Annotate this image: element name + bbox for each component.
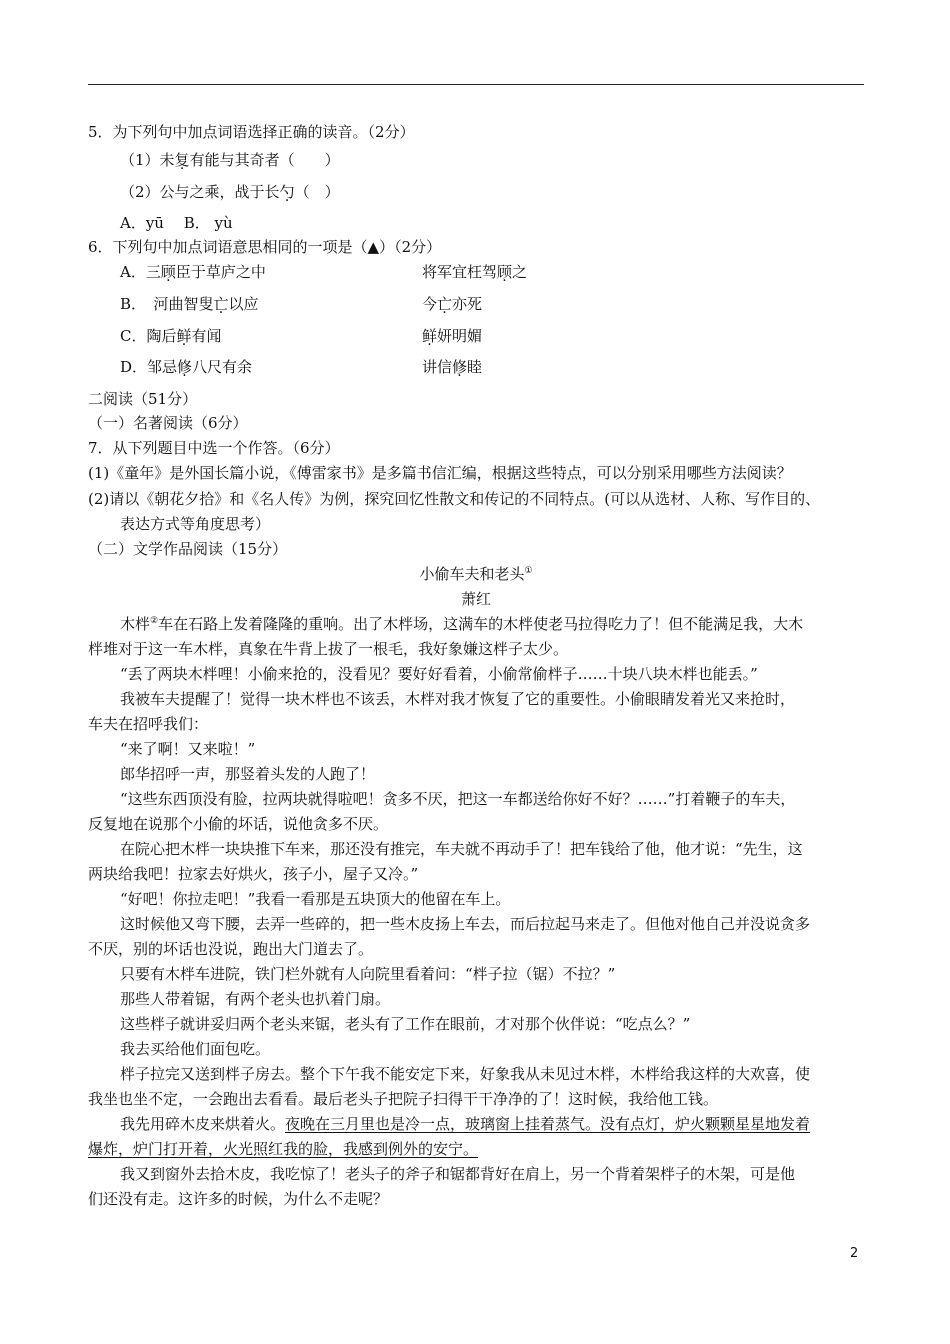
- article-title: [88, 564, 864, 584]
- header-rule: [88, 84, 864, 85]
- article-p3-line-2: 车夫在招呼我们：: [88, 715, 209, 733]
- q6-b-l-dot: 亡: [213, 295, 229, 313]
- article-p15-line-1: [120, 1114, 810, 1134]
- q6-option-a-left: [120, 262, 266, 282]
- q6-option-b-left: [120, 294, 259, 314]
- q6-b-r-pre: 今: [422, 295, 438, 313]
- part-1-heading: （一）名著阅读（6分）: [88, 414, 248, 432]
- article-p5: 郎华招呼一声，那竖着头发的人跑了！: [120, 765, 376, 783]
- article-p1-footnote: ②: [150, 616, 159, 626]
- article-p1-rest: 车在石路上发着隆隆的重响。出了木柈场，这满车的木柈使老马拉得吃力了！但不能满足我，大木: [158, 615, 804, 633]
- section-2-heading: 二阅读（51分）: [88, 390, 198, 408]
- article-p15-start: 我先用碎木皮来烘着火。: [120, 1115, 286, 1133]
- q7-title: 7．从下列题目中选一个作答。（6分）: [88, 439, 340, 457]
- article-p1-line-1: [120, 614, 803, 634]
- article-p13: 我去买给他们面包吃。: [120, 1040, 271, 1058]
- q5-item-2-post: （ ）: [294, 183, 340, 201]
- article-p16-line-2: 们还没有走。这许多的时候，为什么不走呢？: [88, 1190, 389, 1208]
- article-p10: 只要有木柈车进院，铁门栏外就有人向院里看着问：“柈子拉（锯）不拉？”: [120, 965, 616, 983]
- article-p15-underlined-2: 爆炸，炉门打开着，火光照红我的脸，我感到例外的安宁。: [88, 1140, 479, 1158]
- q5-item-1-pre: （1）未: [120, 151, 175, 169]
- page-number: 2: [850, 1246, 859, 1261]
- q6-title: 6．下列句中加点词语意思相同的一项是（▲）（2分）: [88, 238, 442, 256]
- q6-b-l-post: 以应: [228, 295, 259, 313]
- part-2-heading: （二）文学作品阅读（15分）: [88, 540, 288, 558]
- q6-c-l-post: 有闻: [191, 327, 222, 345]
- q6-c-r-dot: 鲜: [422, 327, 438, 345]
- article-p6-line-2: 反复地在说那个小偷的坏话，说他贪多不厌。: [88, 815, 389, 833]
- article-p6-line-1: “这些东西顶没有脸，拉两块就得啦吧！贪多不厌，把这一车都送给你好不好？……”打着鞭子的车夫，: [120, 790, 796, 808]
- article-title-text: 小偷车夫和老头: [419, 565, 525, 583]
- q6-a-r-pre: 将军宜枉驾: [422, 263, 498, 281]
- q6-a-l-dot: 顾: [160, 263, 176, 281]
- q5-item-2: [120, 182, 340, 202]
- q6-option-a-right: [422, 262, 527, 282]
- q6-option-d-right: [422, 357, 482, 377]
- q6-a-l-post: 臣于草庐之中: [175, 263, 266, 281]
- article-p1-line-2: 柈堆对于这一车木柈，真象在牛背上拔了一根毛，我好象嫌这柈子太少。: [88, 640, 569, 658]
- article-p16-line-1: 我又到窗外去拾木皮，我吃惊了！老头子的斧子和锯都背好在肩上，另一个背着架柈子的木架，可是他: [120, 1165, 796, 1183]
- q6-a-r-dot: 顾: [497, 263, 513, 281]
- q6-d-l-pre: D．邹忌: [120, 358, 178, 376]
- article-p7-line-2: 两块给我吧！拉家去好烘火，孩子小，屋子又冷。”: [88, 865, 419, 883]
- q7-option-2-line-2: 表达方式等角度思考）: [120, 515, 271, 533]
- article-title-footnote: ①: [524, 566, 533, 576]
- q6-d-r-post: 睦: [467, 358, 483, 376]
- q6-b-l-pre: B． 河曲智叟: [120, 295, 214, 313]
- article-p14-line-1: 柈子拉完又送到柈子房去。整个下午我不能安定下来，好象我从未见过木柈，木柈给我这样的大欢喜，使: [120, 1065, 811, 1083]
- q5-item-2-pre: （2）公与之乘，战于长: [120, 183, 280, 201]
- article-p8: “好吧！你拉走吧！”我看一看那是五块顶大的他留在车上。: [120, 890, 511, 908]
- q6-option-c-left: [120, 326, 222, 346]
- q5-title: 5．为下列句中加点词语选择正确的读音。（2分）: [88, 123, 415, 141]
- q6-d-l-dot: 修: [177, 358, 193, 376]
- article-p15-underlined-1: 夜晚在三月里也是冷一点，玻璃窗上挂着蒸气。没有点灯，炉火颗颗星星地发着: [285, 1115, 811, 1133]
- q7-option-2-line-1: (2)请以《朝花夕拾》和《名人传》为例，探究回忆性散文和传记的不同特点。(可以从选材、人称、写作目的、: [88, 490, 821, 508]
- q6-c-r-post: 妍明媚: [437, 327, 483, 345]
- q6-b-r-post: 亦死: [452, 295, 483, 313]
- article-p1-start: 木柈: [120, 615, 151, 633]
- article-p2: “丢了两块木柈哩！小偷来抢的，没看见？要好好看着，小偷常偷柈子……十块八块木柈也能丢。”: [120, 665, 758, 683]
- article-p14-line-2: 我坐也坐不定，一会跑出去看看。最后老头子把院子扫得干干净净的了！这时候，我给他工钱。: [88, 1090, 719, 1108]
- article-p15-line-2: [88, 1139, 478, 1159]
- q5-options: A．yū B． yù: [120, 214, 233, 232]
- article-author: 萧红: [460, 590, 491, 608]
- q6-option-b-right: [422, 294, 482, 314]
- q6-d-r-dot: 修: [452, 358, 468, 376]
- q7-option-1: (1)《童年》是外国长篇小说，《傅雷家书》是多篇书信汇编，根据这些特点，可以分别采用哪些方法阅读？: [88, 464, 792, 482]
- q6-b-r-dot: 亡: [437, 295, 453, 313]
- article-p11: 那些人带着锯，有两个老头也扒着门扇。: [120, 990, 391, 1008]
- q6-c-l-dot: 鲜: [176, 327, 192, 345]
- q6-d-l-post: 八尺有余: [192, 358, 253, 376]
- q6-a-l-pre: A．三: [120, 263, 161, 281]
- q5-item-2-dotted-word: 勺: [279, 183, 295, 201]
- q6-d-r-pre: 讲信: [422, 358, 453, 376]
- q6-c-l-pre: C．陶后: [120, 327, 177, 345]
- q5-item-1: [120, 150, 340, 170]
- article-p7-line-1: 在院心把木柈一块块推下车来，那还没有推完，车夫就不再动手了！把车钱给了他，他才说：“先生，这: [120, 840, 803, 858]
- article-p9-line-2: 不厌，别的坏话也没说，跑出大门道去了。: [88, 940, 374, 958]
- article-p3-line-1: 我被车夫提醒了！觉得一块木柈也不该丢，木柈对我才恢复了它的重要性。小偷眼睛发着光又来抢时，: [120, 690, 796, 708]
- q5-item-1-post: 有能与其奇者（ ）: [189, 151, 340, 169]
- q5-item-1-dotted-word: 复: [174, 151, 190, 169]
- q6-option-d-left: [120, 357, 252, 377]
- article-p9-line-1: 这时候他又弯下腰，去弄一些碎的，把一些木皮扬上车去，而后拉起马来走了。但他对他自己并没说贪多: [120, 915, 811, 933]
- article-p4: “来了啊！又来啦！”: [120, 740, 256, 758]
- q6-a-r-post: 之: [512, 263, 528, 281]
- article-p12: 这些柈子就讲妥归两个老头来锯，老头有了工作在眼前，才对那个伙伴说：“吃点么？”: [120, 1015, 691, 1033]
- q6-option-c-right: [422, 326, 482, 346]
